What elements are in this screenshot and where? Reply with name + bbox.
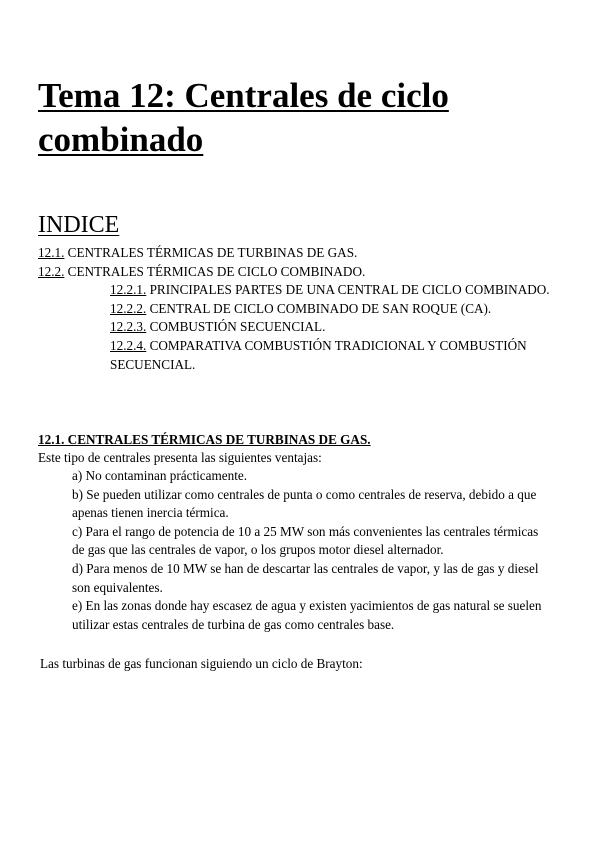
advantage-item: b) Se pueden utilizar como centrales de punta o como centrales de reserva, debido a que apenas tienen inercia térmica.	[72, 486, 537, 521]
advantage-item: a) No contaminan prácticamente.	[72, 468, 248, 483]
toc-entry-text: PRINCIPALES PARTES DE UNA CENTRAL DE CICLO COMBINADO.	[146, 282, 550, 298]
advantage-item: e) En las zonas donde hay escasez de agua y existen yacimientos de gas natural se suelen utilizar estas centrales de turbina de gas como centrales base.	[72, 598, 542, 632]
table-of-contents	[38, 244, 578, 374]
toc-entry-number[interactable]: 12.2.2.	[110, 300, 147, 316]
page-title-text: Tema 12: Centrales de ciclo combinado	[38, 76, 449, 159]
toc-entry-number[interactable]: 12.2.3.	[110, 319, 147, 335]
toc-entry-12-2[interactable]	[38, 263, 578, 282]
toc-entry-text: COMBUSTIÓN SECUENCIAL.	[146, 319, 326, 335]
advantages-list	[72, 467, 552, 634]
index-heading: INDICE	[38, 212, 120, 238]
toc-entry-12-2-1[interactable]	[110, 281, 560, 300]
toc-entry-12-2-3[interactable]	[110, 318, 560, 337]
section-intro: Este tipo de centrales presenta las siguientes ventajas:	[38, 450, 322, 465]
toc-entry-number[interactable]: 12.2.1.	[110, 282, 147, 298]
toc-entry-number[interactable]: 12.1.	[38, 245, 65, 260]
toc-entry-text: COMPARATIVA COMBUSTIÓN TRADICIONAL Y COMBUSTIÓN SECUENCIAL.	[110, 337, 527, 372]
section-heading: 12.1. CENTRALES TÉRMICAS DE TURBINAS DE GAS.	[38, 432, 371, 447]
toc-entry-number[interactable]: 12.2.4.	[110, 337, 147, 353]
toc-entry-number[interactable]: 12.2.	[38, 263, 65, 279]
toc-entry-12-2-4[interactable]	[110, 337, 560, 374]
advantage-item: d) Para menos de 10 MW se han de descartar las centrales de vapor, y las de gas y diesel son equivalentes.	[72, 560, 539, 595]
toc-entry-text: CENTRAL DE CICLO COMBINADO DE SAN ROQUE (CA).	[146, 300, 492, 316]
toc-entry-12-1[interactable]	[38, 244, 578, 263]
page-title	[38, 74, 578, 162]
toc-entry-text: CENTRALES TÉRMICAS DE CICLO COMBINADO.	[64, 263, 366, 279]
advantage-item: c) Para el rango de potencia de 10 a 25 MW son más convenientes las centrales térmicas de gas que las centrales de vapor, o los grupos motor diesel alternador.	[72, 523, 539, 558]
toc-entry-12-2-2[interactable]	[110, 300, 560, 319]
toc-entry-text: CENTRALES TÉRMICAS DE TURBINAS DE GAS.	[64, 245, 358, 260]
brayton-paragraph: Las turbinas de gas funcionan siguiendo un ciclo de Brayton:	[40, 656, 363, 671]
